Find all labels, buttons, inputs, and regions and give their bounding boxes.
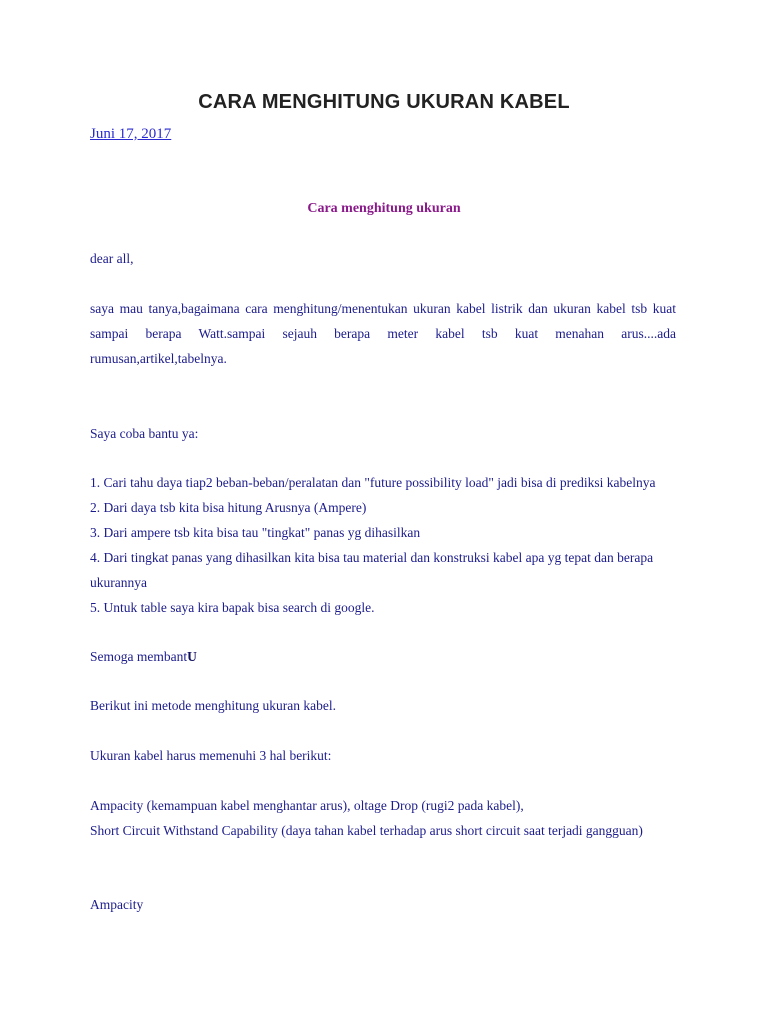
list-item: 1. Cari tahu daya tiap2 beban-beban/peralatan dan "future possibility load" jadi bisa di prediksi kabelnya	[90, 475, 656, 490]
method-intro-text: Berikut ini metode menghitung ukuran kabel.	[90, 698, 336, 713]
page-title: CARA MENGHITUNG UKURAN KABEL	[198, 91, 570, 113]
list-item: 2. Dari daya tsb kita bisa hitung Arusnya (Ampere)	[90, 500, 367, 515]
list-item: 3. Dari ampere tsb kita bisa tau "tingkat" panas yg dihasilkan	[90, 525, 421, 540]
closing-prefix: Semoga membant	[90, 649, 188, 664]
list-item: 5. Untuk table saya kira bapak bisa search di google.	[90, 600, 375, 615]
steps-list	[90, 470, 690, 620]
closing-suffix: U	[187, 649, 197, 664]
article-subheading: Cara menghitung ukuran	[307, 201, 461, 216]
greeting-text: dear all,	[90, 251, 134, 266]
section-heading-ampacity: Ampacity	[90, 897, 144, 912]
post-date-link[interactable]: Juni 17, 2017	[90, 126, 172, 142]
requirements-line-2: Short Circuit Withstand Capability (daya tahan kabel terhadap arus short circuit saat terjadi gangguan)	[90, 823, 643, 838]
question-paragraph: saya mau tanya,bagaimana cara menghitung/menentukan ukuran kabel listrik dan ukuran kabel tsb kuat sampai berapa Watt.sampai sejauh berapa meter kabel tsb kuat menahan arus....ada rumusan,artikel,tabelnya.	[90, 301, 676, 366]
list-item: 4. Dari tingkat panas yang dihasilkan kita bisa tau material dan konstruksi kabel apa yg tepat dan berapa ukurannya	[90, 550, 654, 590]
requirements-line-1: Ampacity (kemampuan kabel menghantar arus), oltage Drop (rugi2 pada kabel),	[90, 798, 524, 813]
closing-text	[90, 644, 676, 669]
requirements-intro-text: Ukuran kabel harus memenuhi 3 hal berikut:	[90, 748, 332, 763]
answer-intro-text: Saya coba bantu ya:	[90, 426, 199, 441]
